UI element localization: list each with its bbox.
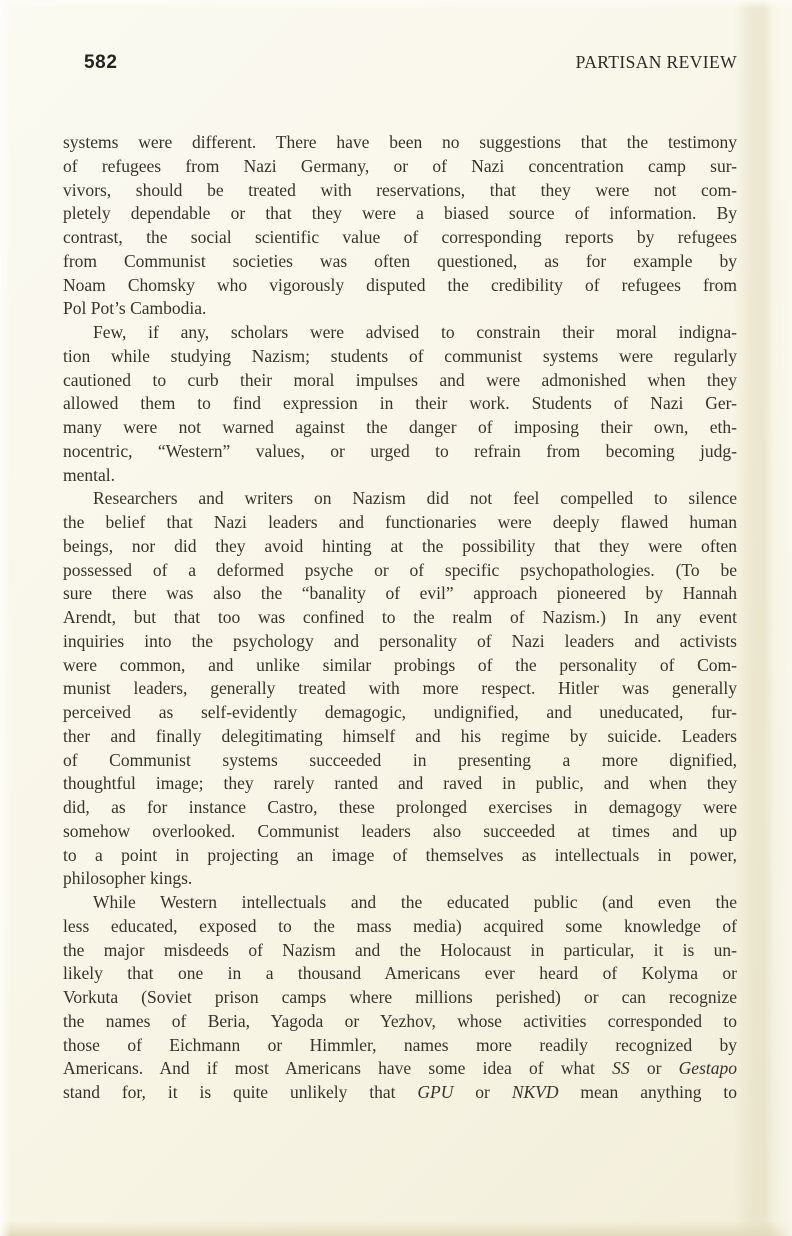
text-run: allowed them to find expression in their work. Students of Nazi Ger-	[63, 393, 737, 414]
text-run: vivors, should be treated with reservations, that they were not com-	[63, 179, 737, 200]
text-run: possessed of a deformed psyche or of specific psychopathologies. (To be	[63, 559, 737, 580]
text-run: to a point in projecting an image of themselves as intellectuals in power,	[63, 844, 737, 865]
text-run: mean anything to	[558, 1082, 737, 1102]
text-run: beings, nor did they avoid hinting at the possibility that they were often	[63, 535, 737, 556]
text-run: or	[629, 1058, 679, 1079]
text-line	[63, 345, 737, 369]
text-run: many were not warned against the danger of imposing their own, eth-	[63, 417, 737, 437]
text-run: the belief that Nazi leaders and functionaries were deeply flawed human	[63, 512, 737, 532]
text-line	[63, 796, 737, 820]
italic-text-run: SS	[612, 1058, 630, 1079]
text-run: philosopher kings.	[63, 868, 193, 889]
text-line	[63, 369, 737, 393]
text-line	[63, 606, 737, 630]
text-line	[63, 582, 737, 606]
text-line	[63, 487, 737, 511]
text-line	[63, 891, 737, 915]
italic-text-run: NKVD	[511, 1082, 559, 1102]
italic-text-run: GPU	[417, 1082, 454, 1102]
text-run: less educated, exposed to the mass media) acquired some knowledge of	[63, 915, 737, 936]
text-run: from Communist societies was often questioned, as for example by	[63, 250, 737, 271]
text-run: of refugees from Nazi Germany, or of Nazi concentration camp sur-	[63, 155, 737, 176]
text-run: contrast, the social scientific value of corresponding reports by refugees	[63, 227, 737, 247]
text-run: stand for, it is quite unlikely that	[63, 1082, 418, 1102]
text-line	[63, 297, 737, 321]
text-line	[63, 131, 737, 155]
text-line	[63, 962, 737, 986]
text-line	[63, 535, 737, 559]
text-line	[63, 1010, 737, 1034]
text-run: thoughtful image; they rarely ranted and raved in public, and when they	[63, 773, 737, 794]
text-run: the names of Beria, Yagoda or Yezhov, whose activities corresponded to	[63, 1010, 737, 1031]
text-line	[63, 202, 737, 226]
text-line	[63, 630, 737, 654]
paragraph	[63, 131, 737, 321]
text-run: or	[453, 1082, 512, 1102]
text-run: inquiries into the psychology and personality of Nazi leaders and activists	[63, 630, 737, 651]
text-run: nocentric, “Western” values, or urged to refrain from becoming judg-	[63, 440, 737, 461]
text-line	[63, 677, 737, 701]
text-line	[63, 654, 737, 678]
text-line	[63, 274, 737, 298]
paragraph	[63, 321, 737, 487]
text-line	[63, 749, 737, 773]
text-run: pletely dependable or that they were a biased source of information. By	[63, 203, 737, 224]
text-run: perceived as self-evidently demagogic, undignified, and uneducated, fur-	[63, 702, 737, 722]
text-run: of Communist systems succeeded in presenting a more dignified,	[63, 749, 737, 770]
paragraph	[63, 891, 737, 1105]
text-run: Vorkuta (Soviet prison camps where millions perished) or can recognize	[63, 987, 737, 1007]
text-line	[63, 559, 737, 583]
text-line	[63, 226, 737, 250]
text-run: While Western intellectuals and the educated public (and even the	[93, 892, 737, 912]
text-line	[63, 701, 737, 725]
text-run: Researchers and writers on Nazism did not feel compelled to silence	[93, 488, 737, 509]
text-line	[63, 321, 737, 345]
italic-text-run: Gestapo	[678, 1058, 737, 1079]
journal-title: PARTISAN REVIEW	[575, 52, 737, 72]
text-line	[63, 844, 737, 868]
text-run: those of Eichmann or Himmler, names more readily recognized by	[63, 1034, 737, 1055]
text-run: cautioned to curb their moral impulses and were admonished when they	[63, 369, 737, 390]
text-line	[63, 1057, 737, 1081]
text-line	[63, 725, 737, 749]
text-line	[63, 464, 737, 488]
text-run: Few, if any, scholars were advised to constrain their moral indigna-	[93, 322, 737, 342]
text-line	[63, 440, 737, 464]
text-line	[63, 772, 737, 796]
page-number: 582	[84, 52, 118, 73]
text-run: the major misdeeds of Nazism and the Holocaust in particular, it is un-	[63, 939, 737, 960]
text-line	[63, 820, 737, 844]
article-text	[63, 131, 737, 1105]
text-line	[63, 915, 737, 939]
text-run: mental.	[63, 464, 115, 485]
text-run: Arendt, but that too was confined to the realm of Nazism.) In any event	[63, 607, 737, 627]
text-run: Americans. And if most Americans have some idea of what	[63, 1058, 613, 1079]
text-line	[63, 867, 737, 891]
text-run: munist leaders, generally treated with more respect. Hitler was generally	[63, 678, 737, 699]
text-run: sure there was also the “banality of evil” approach pioneered by Hannah	[63, 583, 737, 604]
page-header	[63, 53, 737, 72]
text-line	[63, 155, 737, 179]
text-line	[63, 250, 737, 274]
text-line	[63, 392, 737, 416]
text-line	[63, 416, 737, 440]
text-line	[63, 1034, 737, 1058]
text-run: somehow overlooked. Communist leaders also succeeded at times and up	[63, 820, 737, 841]
text-run: Noam Chomsky who vigorously disputed the credibility of refugees from	[63, 274, 737, 295]
text-line	[63, 179, 737, 203]
text-run: ther and finally delegitimating himself and his regime by suicide. Leaders	[63, 725, 737, 746]
text-line	[63, 986, 737, 1010]
text-line	[63, 1081, 737, 1105]
text-run: did, as for instance Castro, these prolonged exercises in demagogy were	[63, 797, 737, 817]
text-line	[63, 939, 737, 963]
paragraph	[63, 487, 737, 891]
text-line	[63, 511, 737, 535]
text-run: were common, and unlike similar probings of the personality of Com-	[63, 654, 737, 675]
text-run: systems were different. There have been no suggestions that the testimony	[63, 132, 737, 152]
text-run: Pol Pot’s Cambodia.	[63, 298, 207, 319]
text-run: likely that one in a thousand Americans ever heard of Kolyma or	[63, 963, 737, 984]
text-run: tion while studying Nazism; students of communist systems were regularly	[63, 345, 737, 366]
